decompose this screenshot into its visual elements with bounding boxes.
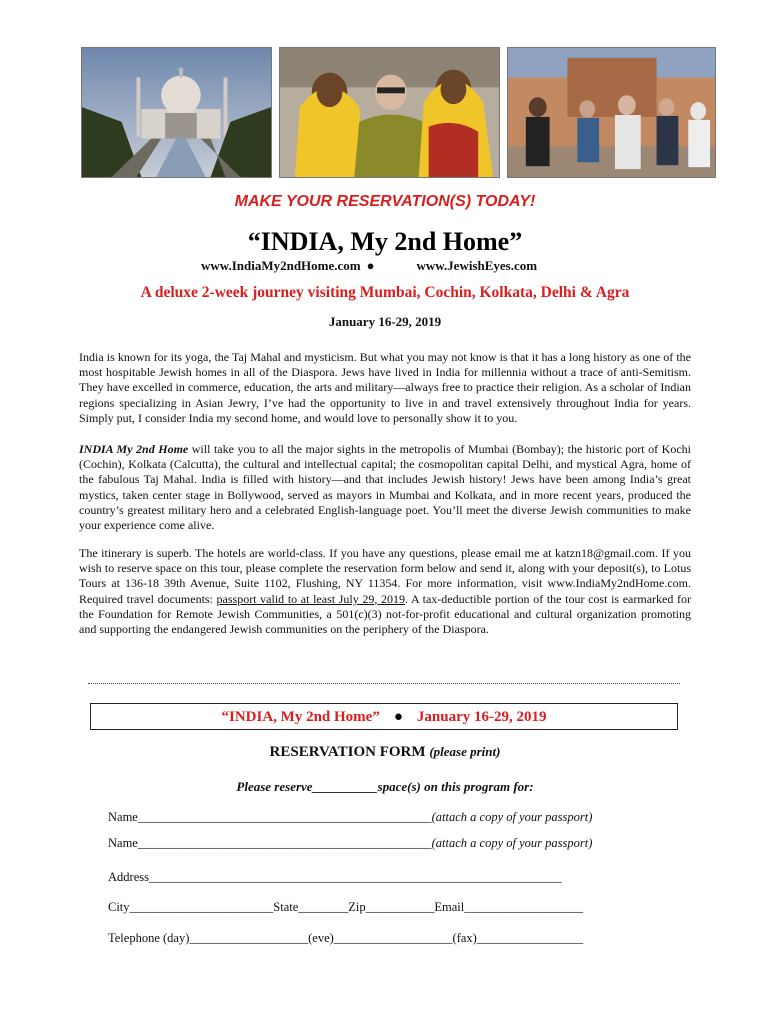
itinerary-text-end: . A tax-deductible portion of the tour cost is earmarked for the Foundation for Remote Jewish Communities, a 501(c)(3) not-for-profit educational and cultural organization promoting and supporting the endangered Jewish communities on the periphery of the Diaspora. — [79, 591, 691, 637]
tour-name-lead: INDIA My 2nd Home — [79, 442, 189, 456]
form-header-box — [90, 703, 678, 730]
passport-note-2: (attach a copy of your passport) — [431, 836, 593, 850]
tour-dates: January 16-29, 2019 — [328, 314, 442, 329]
name-field-1[interactable] — [108, 810, 592, 825]
sights-text: will take you to all the major sights in the metropolis of Mumbai (Bombay); the historic port of Kochi (Cochin), Kolkata (Calcutta), the cultural and intellectual capital; the cosmopolitan capital Delhi, and mystical Agra, home of the fabulous Taj Mahal. India is filled with history—and that includes Jewish history! Jews have been among India’s great mystics, taken center stage in Bollywood, served as mayors in Mumbai and Kolkata, and in more recent years, produced the country’s greatest military hero and a celebrated English-language poet. You’ll meet the diverse Jewish communities to make your experience come alive. — [79, 442, 691, 533]
reserve-spaces-field[interactable]: Please reserve__________space(s) on this program for: — [236, 779, 534, 794]
box-dates: January 16-29, 2019 — [416, 709, 547, 725]
city-state-zip-email-field[interactable]: City_______________________State________Zip___________Email___________________ — [108, 900, 583, 914]
address-field[interactable]: Address__________________________________________________________________ — [108, 870, 562, 884]
women-group-photo — [279, 47, 500, 178]
form-title — [0, 744, 770, 761]
website-link-jewisheyes[interactable]: www.JewishEyes.com — [416, 258, 538, 273]
form-title-sub: (please print) — [429, 744, 501, 759]
name-field-2[interactable] — [108, 836, 592, 851]
bullet-separator: ● — [366, 258, 375, 273]
telephone-field[interactable]: Telephone (day)___________________(eve)___________________(fax)_________________ — [108, 931, 584, 945]
itinerary-paragraph — [79, 546, 691, 637]
sights-paragraph — [79, 442, 691, 533]
itinerary-text: The itinerary is superb. The hotels are world-class. If you have any questions, please email me at katzn18@gmail.com. If you wish to reserve space on this tour, please complete the reservation form below and send it, along with your deposit(s), to Lotus Tours at 136-18 39th Avenue, Suite 1102, Flushing, NY 11354. For more information, visit www.IndiaMy2ndHome.com. Required travel documents: — [79, 546, 691, 606]
website-line — [201, 258, 537, 274]
cut-line — [88, 683, 680, 684]
photo-strip — [81, 47, 716, 178]
name-field-2-line[interactable]: Name_______________________________________________ — [108, 836, 432, 850]
form-title-text: RESERVATION FORM — [269, 744, 426, 760]
reservation-cta: MAKE YOUR RESERVATION(S) TODAY! — [234, 193, 536, 210]
passport-requirement: passport valid to at least July 29, 2019 — [216, 591, 405, 606]
taj-mahal-photo — [81, 47, 272, 178]
intro-paragraph: India is known for its yoga, the Taj Mahal and mysticism. But what you may not know is that it has a long history as one of the most hospitable Jewish homes in all of the Diaspora. Jews have lived in India for millennia without a trace of anti-Semitism. They have excelled in commerce, education, the arts and military—always free to practice their religion. As a scholar of Indian regions specializing in Asian Jewry, I’ve had the opportunity to live in and travel extensively throughout India for years. Simply put, I consider India my second home, and would love to personally show it to you. — [79, 350, 691, 425]
passport-note-1: (attach a copy of your passport) — [431, 810, 593, 824]
box-bullet: ● — [393, 709, 403, 725]
website-link-india[interactable]: www.IndiaMy2ndHome.com — [201, 258, 361, 273]
name-field-1-line[interactable]: Name_______________________________________________ — [108, 810, 432, 824]
box-title: “INDIA, My 2nd Home” — [221, 709, 380, 725]
tour-subtitle: A deluxe 2-week journey visiting Mumbai, Cochin, Kolkata, Delhi & Agra — [140, 284, 630, 301]
page-title: “INDIA, My 2nd Home” — [247, 227, 523, 256]
tour-group-photo — [507, 47, 716, 178]
